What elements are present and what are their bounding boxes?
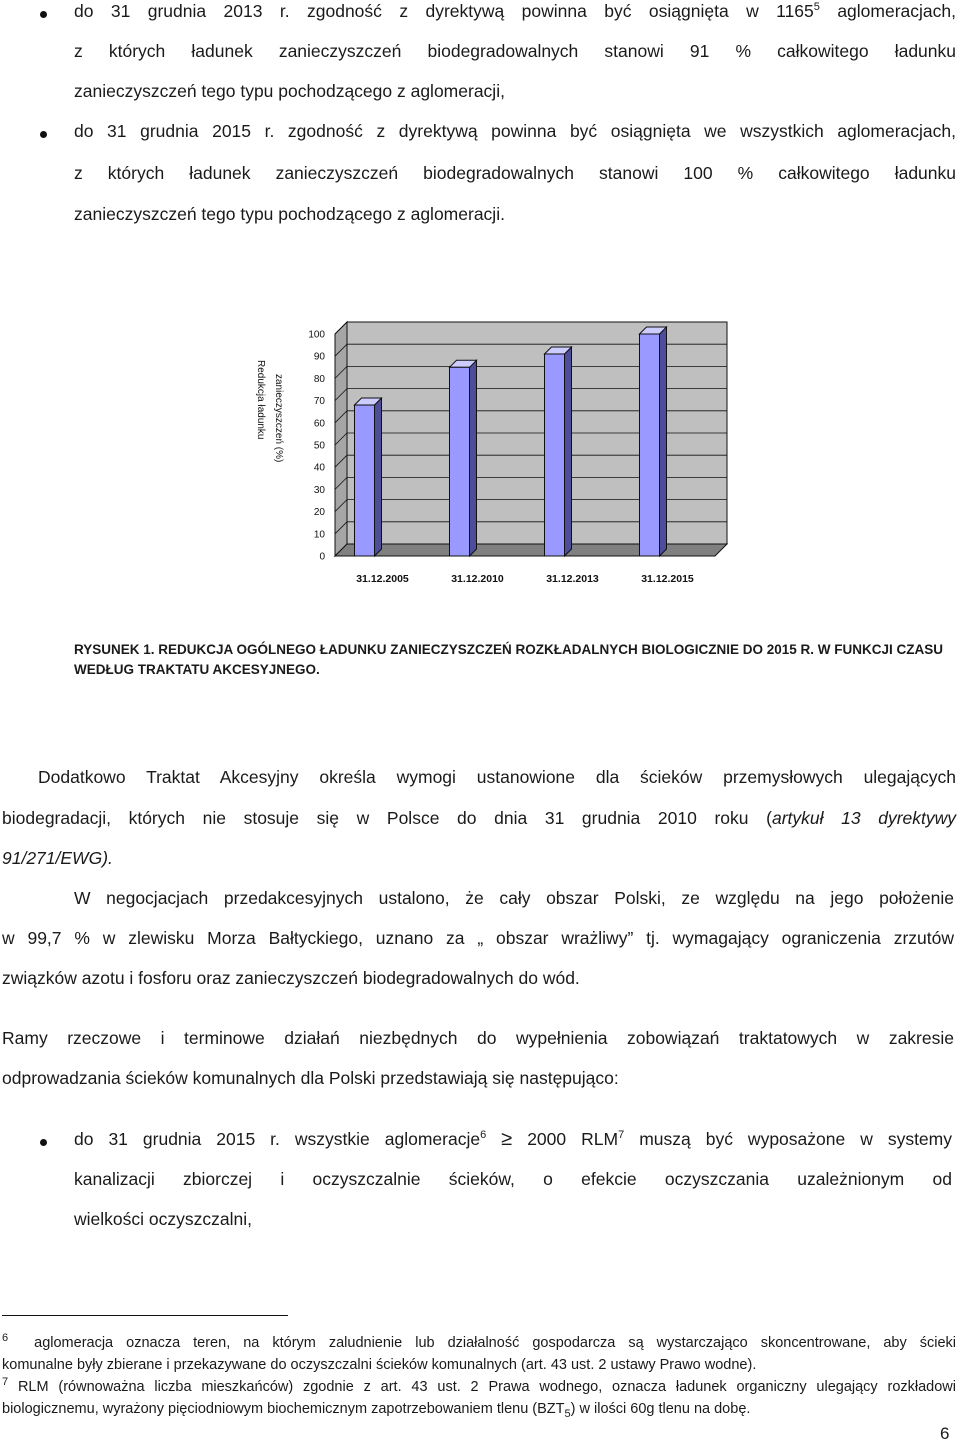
y-tick-label: 20	[313, 507, 325, 519]
y-axis-label-outer: Redukcja ładunku	[255, 360, 266, 440]
figure-caption-line-1: RYSUNEK 1. REDUKCJA OGÓLNEGO ŁADUNKU ZANIECZYSZCZEŃ ROZKŁADALNYCH BIOLOGICZNIE DO 2015 R. W FUNKCJI CZASU	[74, 642, 944, 657]
bullet-icon	[40, 1139, 47, 1146]
list-item-1-line-3: zanieczyszczeń tego typu pochodzącego z aglomeracji,	[74, 81, 505, 101]
page-number: 6	[940, 1424, 950, 1443]
y-tick-label: 30	[313, 484, 325, 496]
greater-equal-icon: ≥	[501, 1128, 513, 1150]
footnote-7-line-1: $^7$ RLM (równoważna liczba mieszkańców) zgodnie z art. 43 ust. 2 Prawa wodnego, oznacza ładunek organiczny ulegający rozkładowi	[2, 1376, 957, 1395]
bottom-list-item-line-3: wielkości oczyszczalni,	[74, 1209, 252, 1229]
list-item-2-line-2: z których ładunek zanieczyszczeń biodegradowalnych stanowi 100 % całkowitego ładunku	[74, 163, 956, 183]
figure-caption-line-2: WEDŁUG TRAKTATU AKCESYJNEGO.	[74, 662, 320, 677]
figure-caption	[74, 641, 943, 679]
paragraph-3-line-1: Ramy rzeczowe i terminowe działań niezbędnych do wypełnienia zobowiązań traktatowych w zakresie	[2, 1028, 954, 1048]
x-tick-label: 31.12.2005	[356, 573, 409, 585]
y-tick-label: 0	[319, 551, 325, 563]
bar	[355, 405, 375, 556]
y-tick-label: 40	[313, 462, 325, 474]
y-tick-label: 10	[313, 529, 325, 541]
bar-side	[470, 360, 477, 556]
list-item-1-line-1: do 31 grudnia 2013 r. zgodność z dyrektywą powinna być osiągnięta w 1165$^5$ aglomeracjach,	[74, 1, 956, 21]
paragraph-1-line-2: biodegradacji, których nie stosuje się w Polsce do dnia 31 grudnia 2010 roku (artykuł 13 dyrektywy	[2, 808, 957, 828]
list-item-1-line-2: z których ładunek zanieczyszczeń biodegradowalnych stanowi 91 % całkowitego ładunku	[74, 41, 956, 61]
bullet-icon	[40, 11, 47, 18]
paragraph-2-line-2: w 99,7 % w zlewisku Morza Bałtyckiego, uznano za „ obszar wrażliwy” tj. wymagający ograniczenia zrzutów	[2, 928, 954, 948]
plot-floor	[335, 544, 727, 556]
y-tick-label: 80	[313, 373, 325, 385]
footnote-6-line-1: $^6$ aglomeracja oznacza teren, na którym zaludnienie lub działalność gospodarcza są wystarczająco skoncentrowane, aby ścieki	[2, 1332, 956, 1351]
bar-side	[660, 327, 667, 556]
paragraph-2-line-1: W negocjacjach przedakcesyjnych ustalono, że cały obszar Polski, ze względu na jego położenie	[74, 888, 954, 908]
y-tick-label: 90	[313, 351, 325, 363]
paragraph-1-line-3: 91/271/EWG).	[2, 848, 113, 868]
footnote-separator	[2, 1315, 288, 1316]
bar	[450, 367, 470, 556]
x-tick-label: 31.12.2010	[451, 573, 504, 585]
x-tick-label: 31.12.2013	[546, 573, 599, 585]
bottom-list-item-line-2: kanalizacji zbiorczej i oczyszczalnie ścieków, o efekcie oczyszczania uzależnionym od	[74, 1169, 952, 1189]
paragraph-3-line-2: odprowadzania ścieków komunalnych dla Polski przedstawiają się następująco:	[2, 1068, 619, 1088]
y-tick-label: 50	[313, 440, 325, 452]
paragraph-1-line-1: Dodatkowo Traktat Akcesyjny określa wymogi ustanowione dla ścieków przemysłowych ulegających	[38, 767, 956, 787]
x-tick-label: 31.12.2015	[641, 573, 694, 585]
bar	[545, 354, 565, 556]
bar-side	[565, 347, 572, 556]
list-item-2-line-1: do 31 grudnia 2015 r. zgodność z dyrektywą powinna być osiągnięta we wszystkich aglomeracjach,	[74, 121, 956, 141]
footnote-7-line-2: biologicznemu, wyrażony pięciodniowym biochemicznym zapotrzebowaniem tlenu $(BZT_5)$ w ilości 60g tlenu na dobę.	[2, 1401, 751, 1420]
bullet-icon	[40, 131, 47, 138]
y-tick-label: 60	[313, 418, 325, 430]
y-tick-label: 100	[308, 329, 325, 341]
y-tick-label: 70	[313, 396, 325, 408]
bar	[640, 334, 660, 556]
bottom-list-item-line-1: do 31 grudnia 2015 r. wszystkie aglomeracje$^6$ ≥ 2000 RLM$^7$ muszą być wyposażone w systemy	[74, 1128, 952, 1150]
list-item-2-line-3: zanieczyszczeń tego typu pochodzącego z aglomeracji.	[74, 204, 505, 224]
reduction-bar-chart	[240, 320, 740, 590]
y-axis-label-inner: zanieczyszczeń (%)	[273, 374, 284, 463]
paragraph-2-line-3: związków azotu i fosforu oraz zanieczyszczeń biodegradowalnych do wód.	[2, 968, 580, 988]
footnote-6-line-2: komunalne były zbierane i przekazywane do oczyszczalni ścieków komunalnych (art. 43 ust. 2 ustawy Prawo wodne).	[2, 1357, 757, 1373]
bar-side	[375, 398, 382, 556]
